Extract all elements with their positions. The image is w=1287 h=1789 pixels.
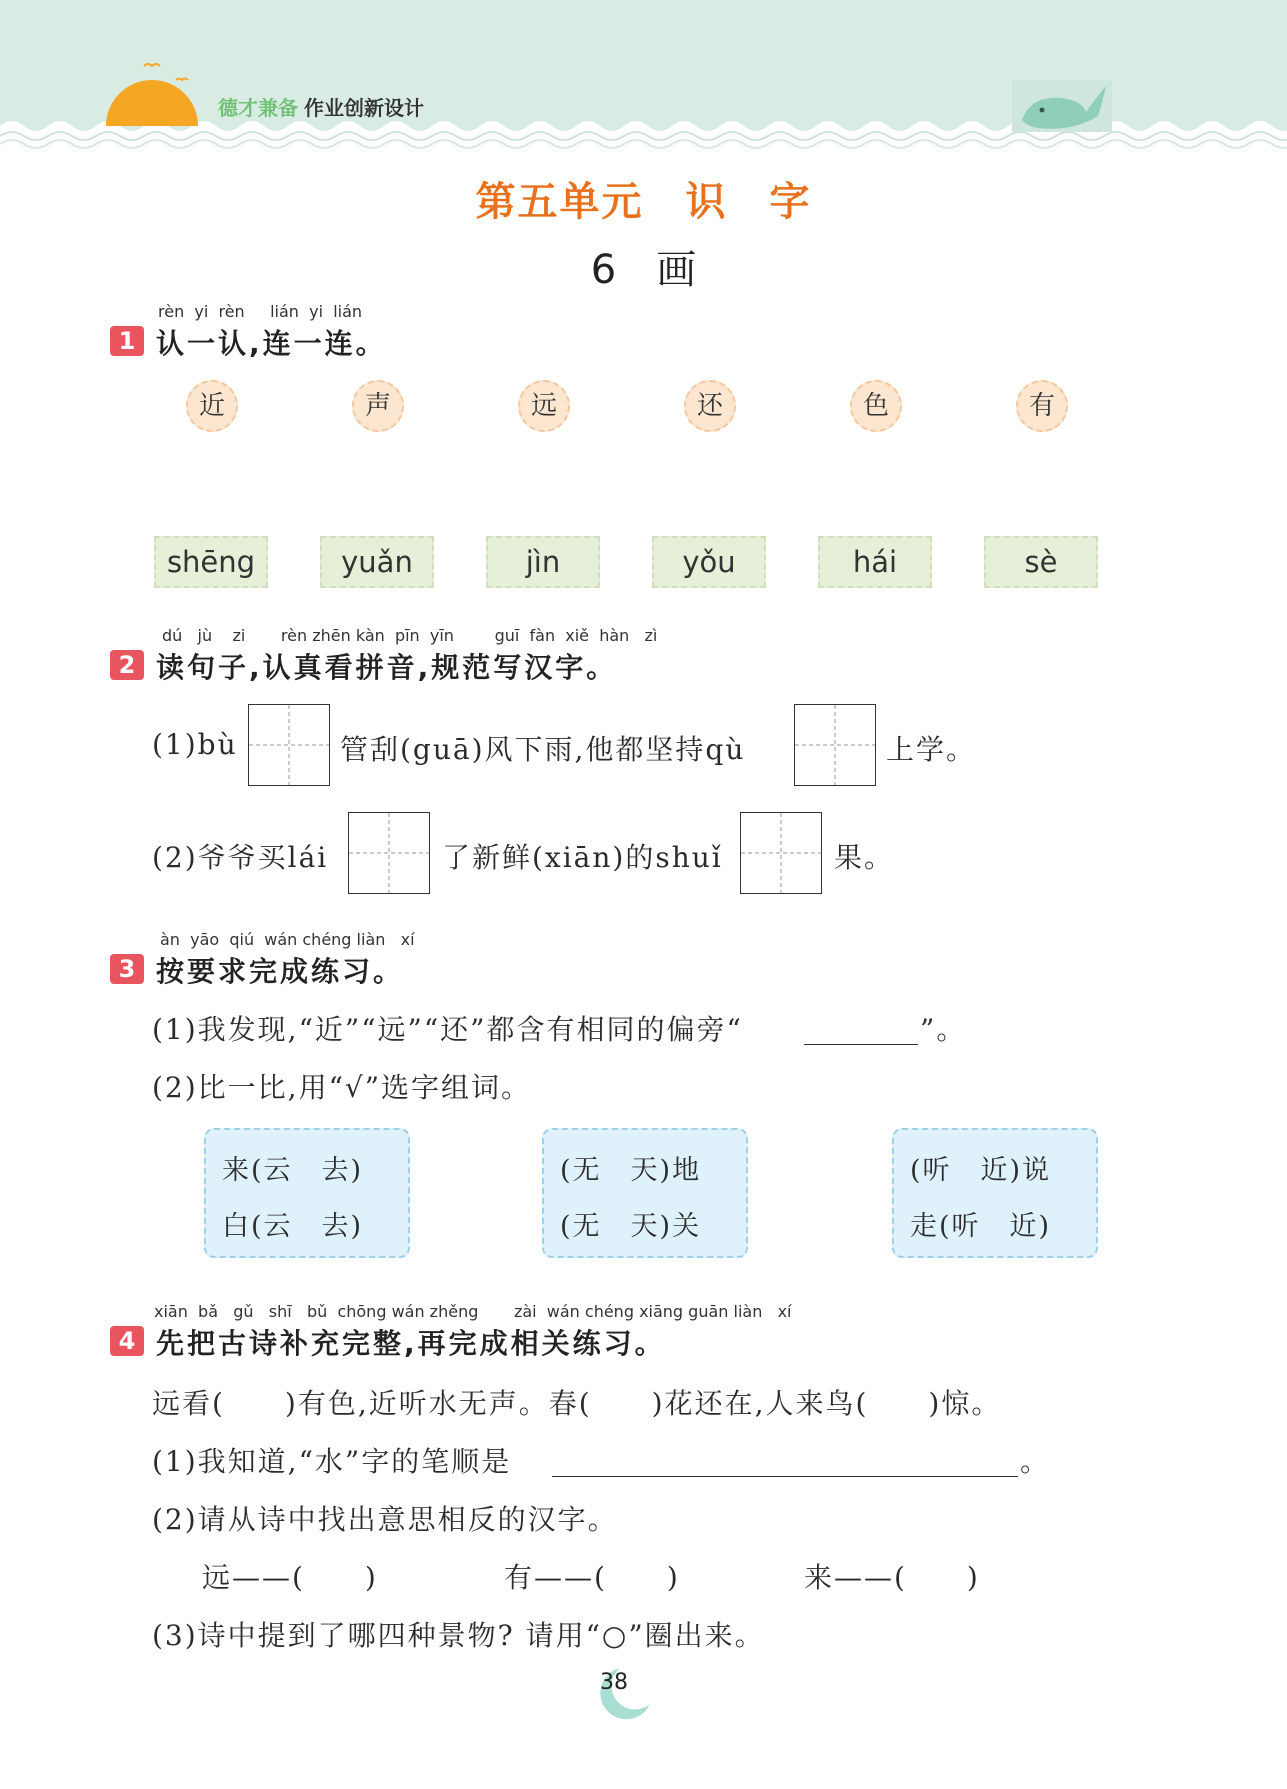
q4-instruction: 先把古诗补充完整,再完成相关练习。 xyxy=(156,1327,666,1360)
q2-s1-suffix: 上学。 xyxy=(886,733,977,766)
q2-s1-middle: 管刮(guā)风下雨,他都坚持qù xyxy=(340,733,746,766)
pinyin-box-6[interactable]: sè xyxy=(984,536,1098,588)
q2-instruction: 读句子,认真看拼音,规范写汉字。 xyxy=(156,651,618,684)
tian-grid-box[interactable] xyxy=(794,704,876,786)
page-number: 38 xyxy=(600,1670,628,1695)
choice-card-1-line-1[interactable]: 来(云 去) xyxy=(222,1155,364,1186)
tian-grid-box[interactable] xyxy=(248,704,330,786)
choice-card-3-line-2[interactable]: 走(听 近) xyxy=(910,1211,1052,1242)
unit-title: 第五单元 识 字 xyxy=(475,179,812,225)
q3-line1-end: ”。 xyxy=(920,1013,967,1046)
q3-answer-blank[interactable] xyxy=(804,1044,918,1045)
q4-poem: 远看( )有色,近听水无声。春( )花还在,人来鸟( )惊。 xyxy=(152,1387,1002,1420)
q2-s2-prefix: (2)爷爷买lái xyxy=(152,841,329,874)
q4-line1-end: 。 xyxy=(1020,1445,1051,1478)
pinyin-box-4[interactable]: yǒu xyxy=(652,536,766,588)
char-circle-4[interactable]: 还 xyxy=(684,380,736,432)
q3-line1: (1)我发现,“近”“远”“还”都含有相同的偏旁“ xyxy=(152,1013,743,1046)
pinyin-box-5[interactable]: hái xyxy=(818,536,932,588)
q2-pinyin: dú jù zi rèn zhēn kàn pīn yīn guī fàn xiě hàn zì xyxy=(162,626,658,645)
q4-pinyin: xiān bǎ gǔ shī bǔ chōng wán zhěng zài wán chéng xiāng guān liàn xí xyxy=(154,1302,792,1321)
pinyin-box-2[interactable]: yuǎn xyxy=(320,536,434,588)
q1-pinyin: rèn yi rèn lián yi lián xyxy=(158,302,363,321)
q4-opposite-pair-3[interactable]: 来——( ) xyxy=(804,1561,980,1594)
char-circle-6[interactable]: 有 xyxy=(1016,380,1068,432)
sun-icon xyxy=(104,58,200,128)
q4-opposite-pair-1[interactable]: 远——( ) xyxy=(202,1561,378,1594)
q2-s2-middle: 了新鲜(xiān)的shuǐ xyxy=(442,841,723,874)
choice-card-2-line-2[interactable]: (无 天)关 xyxy=(560,1211,702,1242)
pinyin-box-3[interactable]: jìn xyxy=(486,536,600,588)
q1-number-badge: 1 xyxy=(110,326,144,356)
q3-line2: (2)比一比,用“√”选字组词。 xyxy=(152,1071,532,1104)
whale-icon xyxy=(1012,76,1112,132)
q4-opposite-pair-2[interactable]: 有——( ) xyxy=(504,1561,680,1594)
q3-number-badge: 3 xyxy=(110,954,144,984)
q4-stroke-order-blank[interactable] xyxy=(552,1476,1018,1477)
char-circle-1[interactable]: 近 xyxy=(186,380,238,432)
q4-line2: (2)请从诗中找出意思相反的汉字。 xyxy=(152,1503,618,1536)
q4-line1: (1)我知道,“水”字的笔顺是 xyxy=(152,1445,512,1478)
tian-grid-box[interactable] xyxy=(348,812,430,894)
brand-dark-text: 作业创新设计 xyxy=(304,96,424,120)
q3-pinyin: àn yāo qiú wán chéng liàn xí xyxy=(160,930,415,949)
q2-number-badge: 2 xyxy=(110,650,144,680)
pinyin-box-1[interactable]: shēng xyxy=(154,536,268,588)
q2-s2-suffix: 果。 xyxy=(834,841,895,874)
char-circle-3[interactable]: 远 xyxy=(518,380,570,432)
char-circle-5[interactable]: 色 xyxy=(850,380,902,432)
choice-card-1-line-2[interactable]: 白(云 去) xyxy=(222,1211,364,1242)
tian-grid-box[interactable] xyxy=(740,812,822,894)
q3-instruction: 按要求完成练习。 xyxy=(156,955,405,988)
brand-green-text: 德才兼备 xyxy=(218,96,298,120)
char-circle-2[interactable]: 声 xyxy=(352,380,404,432)
q4-line3: (3)诗中提到了哪四种景物? 请用“○”圈出来。 xyxy=(152,1619,765,1652)
choice-card-2-line-1[interactable]: (无 天)地 xyxy=(560,1155,702,1186)
choice-card-3-line-1[interactable]: (听 近)说 xyxy=(910,1155,1052,1186)
brand-label xyxy=(218,92,424,121)
q4-number-badge: 4 xyxy=(110,1326,144,1356)
lesson-title: 6 画 xyxy=(590,247,697,293)
q1-instruction: 认一认,连一连。 xyxy=(156,327,387,360)
q2-s1-prefix: (1)bù xyxy=(152,728,238,761)
